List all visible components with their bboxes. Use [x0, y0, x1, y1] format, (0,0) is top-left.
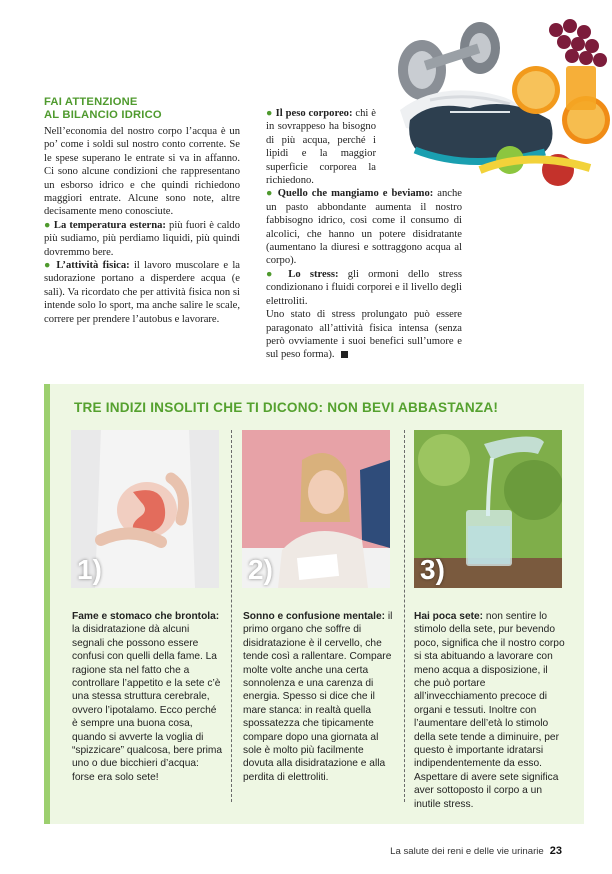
article-right-column	[266, 107, 462, 362]
tips-box-title: TRE INDIZI INSOLITI CHE TI DICONO: NON BEVI ABBASTANZA!	[74, 400, 499, 415]
dashed-divider	[231, 430, 232, 802]
article-closing: Uno stato di stress prolungato può essere paragonato all’attività fisica intensa (senza però ovviamente i suoi benefici sull’umore e sul peso forma).	[266, 309, 462, 361]
card-1-text: Fame e stomaco che brontola: la disidratazione dà alcuni segnali che possono essere confusi con quelli della fame. La ragione sta nel fatto che a controllare l’appetito e la sete c’è una stessa struttura cerebrale, ovvero l’ipotalamo. Ecco perché è sempre una buona cosa, quando si avverte la voglia di “spizzicare” qualcosa, bere prima uno o due bicchieri d’acqua: forse era solo sete!	[72, 611, 223, 783]
page-number: 23	[549, 845, 562, 857]
bullet-icon: ●	[266, 188, 274, 200]
list-item: ● Il peso corporeo: chi è in sovrappeso ha bisogno di più acqua, perché i lipidi e la maggior superficie corporea la richiedono.	[266, 108, 376, 187]
bullet-icon: ●	[44, 260, 53, 272]
dashed-divider	[404, 430, 405, 802]
card-3-text: Hai poca sete: non sentire lo stimolo della sete, pur bevendo poco, significa che il nostro corpo si sta abituando a lavorare con meno acqua a disposizione, il che può portare all’invecchiamento precoce di organi e tessuti. Inoltre con l’aumentare dell’età lo stimolo della sete tende a diminuire, per questo è importante idratarsi indipendentemente da esso. Aspettare di avere sete significa aver sottoposto il corpo a un inutile stress.	[414, 611, 565, 810]
card-2-number: 2)	[248, 554, 273, 585]
tips-box-accent-bar	[44, 384, 50, 824]
card-2-text: Sonno e confusione mentale: il primo organo che soffre di disidratazione è il cervello, che tende così a rallentare. Compare molte volte anche una certa sonnolenza e una carenza di energia. Spesso si dice che il mare stanca: in realtà quella spossatezza che tipicamente compare dopo una giornata al sole è molto più facilmente dovuta alla disidratazione e alla perdita di elettroliti.	[243, 611, 393, 783]
card-1-photo	[71, 430, 219, 588]
list-item: ● La temperatura esterna: più fuori è caldo più sudiamo, più perdiamo liquidi, più quindi dovremmo bere.	[44, 219, 240, 258]
running-title: La salute dei reni e delle vie urinarie	[390, 846, 544, 857]
bullet-icon: ●	[266, 108, 273, 119]
bullet-icon: ●	[266, 268, 279, 280]
bullet-icon: ●	[44, 219, 51, 231]
article-heading: FAI ATTENZIONE AL BILANCIO IDRICO	[44, 96, 162, 121]
list-item: ● Quello che mangiamo e beviamo: anche un pasto abbondante aumenta il nostro fabbisogno idrico, così come il consumo di alcolici, che hanno un potere disidratante (aumentano la diuresi e sottraggono acqua al corpo).	[266, 188, 462, 267]
card-3-photo	[414, 430, 562, 588]
list-item: ● L’attività fisica: il lavoro muscolare e la sudorazione portano a disperdere acqua (e sali). Va ricordato che per attività fisica non si intende solo lo sport, ma anche salire le scale, correre per prendere l’autobus e lavorare.	[44, 260, 240, 325]
card-3-number: 3)	[420, 554, 445, 585]
list-item: ● Lo stress: gli ormoni dello stress condizionano i fluidi corporei e il livello degli elettroliti.	[266, 268, 462, 307]
article-intro: Nell’economia del nostro corpo l’acqua è un po’ come i soldi sul nostro conto corrente. Se le spese superano le entrate si va in affanno. Ci sono alcune condizioni che rappresentano un esborso idrico e che quindi richiedono maggiori entrate. Alcune sono note, altre decisamente meno conosciute.	[44, 126, 240, 218]
card-2-photo	[242, 430, 390, 588]
article-left-column	[44, 96, 240, 326]
end-mark-icon	[341, 351, 348, 358]
card-1-number: 1)	[77, 554, 102, 585]
page-footer	[390, 845, 562, 857]
